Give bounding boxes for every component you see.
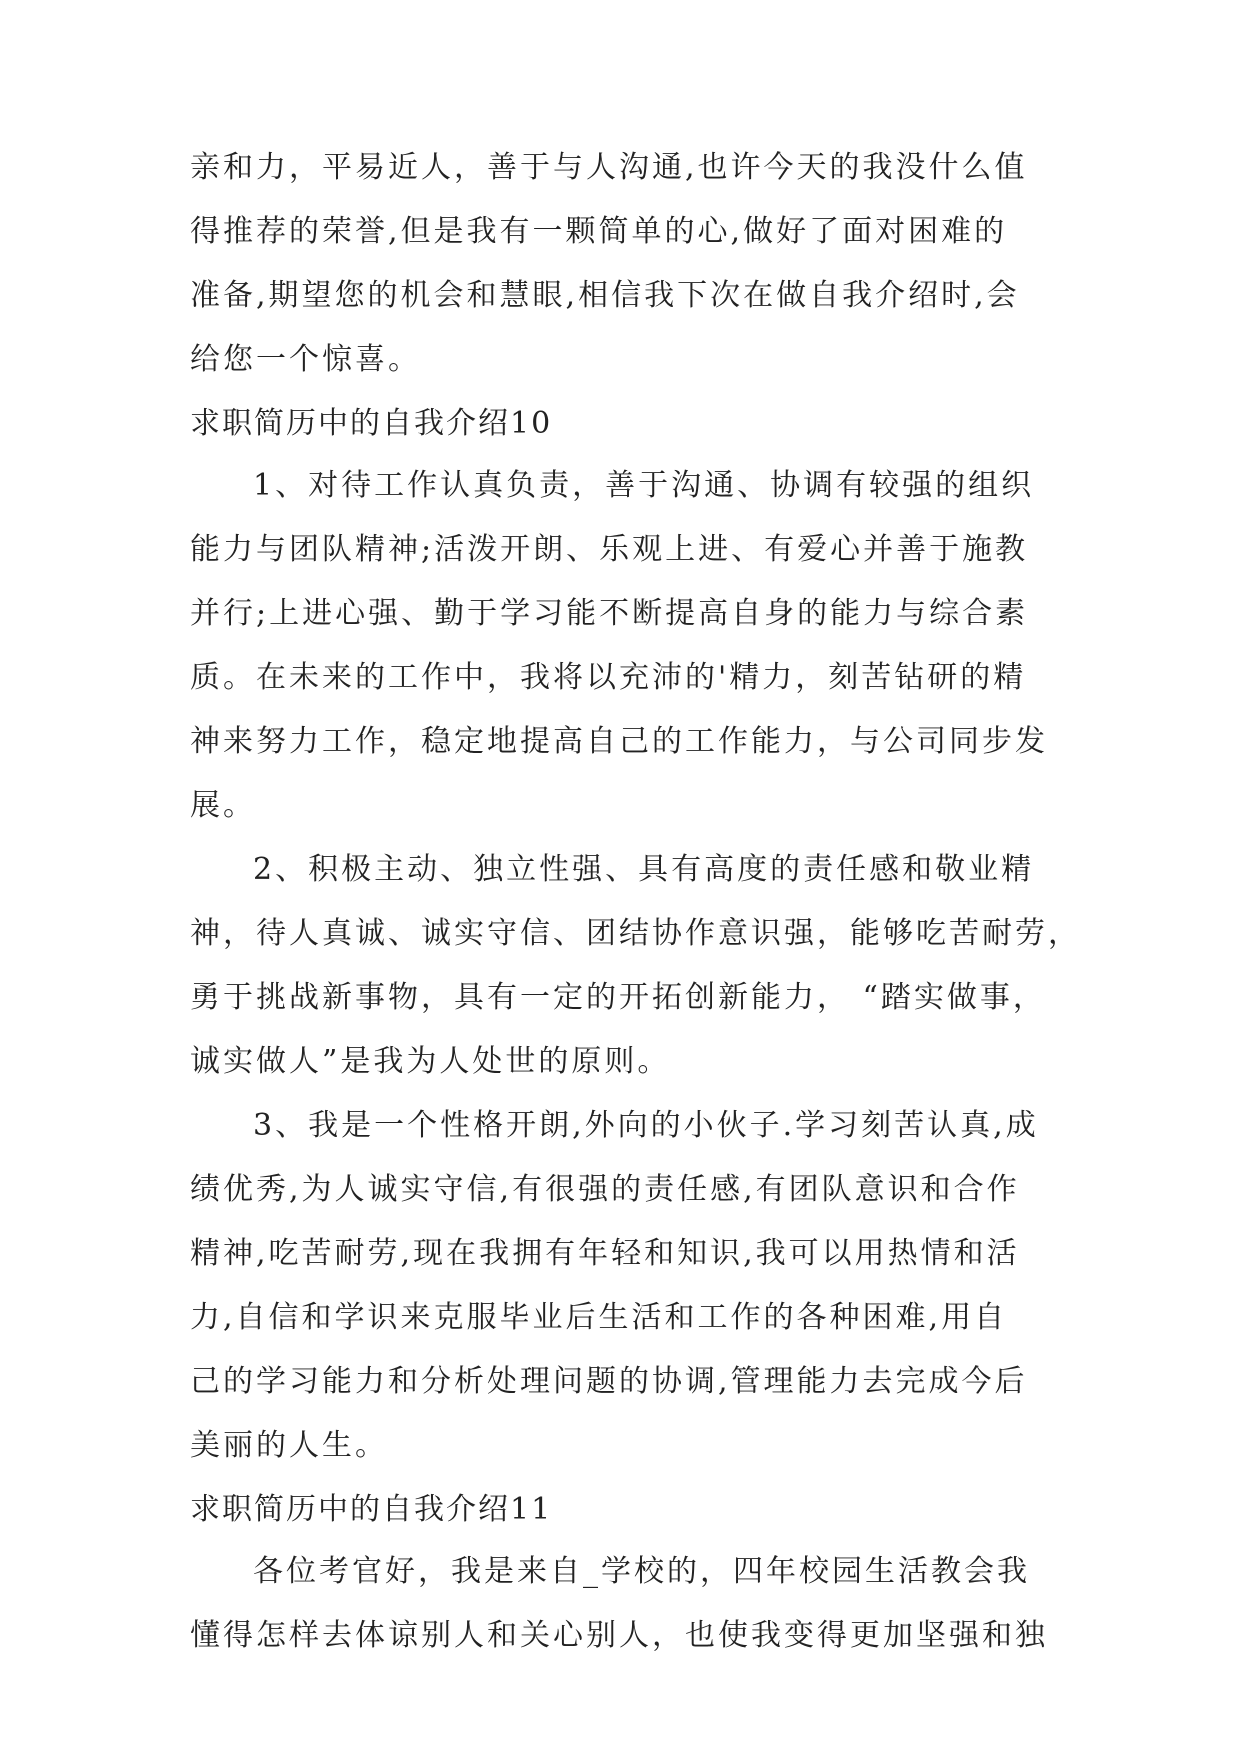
- paragraph-line: 1、对待工作认真负责，善于沟通、协调有较强的组织: [253, 468, 1035, 503]
- paragraph-line: 己的学习能力和分析处理问题的协调,管理能力去完成今后: [190, 1364, 1028, 1399]
- paragraph-line: 并行;上进心强、勤于学习能不断提高自身的能力与综合素: [190, 596, 1029, 631]
- paragraph-line: 2、积极主动、独立性强、具有高度的责任感和敬业精: [253, 852, 1035, 887]
- paragraph-line: 能力与团队精神;活泼开朗、乐观上进、有爱心并善于施教: [190, 532, 1029, 567]
- paragraph-line: 质。在未来的工作中，我将以充沛的'精力，刻苦钻研的精: [190, 660, 1027, 695]
- paragraph-line: 懂得怎样去体谅别人和关心别人，也使我变得更加坚强和独: [190, 1618, 1048, 1653]
- paragraph-line: 神，待人真诚、诚实守信、团结协作意识强，能够吃苦耐劳，: [190, 916, 1081, 951]
- paragraph-line: 准备,期望您的机会和慧眼,相信我下次在做自我介绍时,会: [190, 278, 1020, 313]
- paragraph-line: 给您一个惊喜。: [190, 342, 421, 377]
- paragraph-line: 力,自信和学识来克服毕业后生活和工作的各种困难,用自: [190, 1300, 1008, 1335]
- paragraph-line: 各位考官好，我是来自_学校的，四年校园生活教会我: [253, 1554, 1030, 1589]
- paragraph-line: 精神,吃苦耐劳,现在我拥有年轻和知识,我可以用热情和活: [190, 1236, 1020, 1271]
- paragraph-line: 诚实做人”是我为人处世的原则。: [190, 1044, 671, 1079]
- paragraph-line: 勇于挑战新事物，具有一定的开拓创新能力， “踏实做事，: [190, 980, 1046, 1015]
- paragraph-line: 绩优秀,为人诚实守信,有很强的责任感,有团队意识和合作: [190, 1172, 1020, 1207]
- section-heading: 求职简历中的自我介绍11: [190, 1492, 553, 1527]
- section-heading: 求职简历中的自我介绍10: [190, 406, 553, 441]
- paragraph-line: 3、我是一个性格开朗,外向的小伙子.学习刻苦认真,成: [253, 1108, 1039, 1143]
- paragraph-line: 得推荐的荣誉,但是我有一颗简单的心,做好了面对困难的: [190, 214, 1008, 249]
- paragraph-line: 美丽的人生。: [190, 1428, 388, 1463]
- paragraph-line: 展。: [190, 788, 256, 823]
- paragraph-line: 神来努力工作，稳定地提高自己的工作能力，与公司同步发: [190, 724, 1048, 759]
- paragraph-line: 亲和力，平易近人，善于与人沟通,也许今天的我没什么值: [190, 150, 1028, 185]
